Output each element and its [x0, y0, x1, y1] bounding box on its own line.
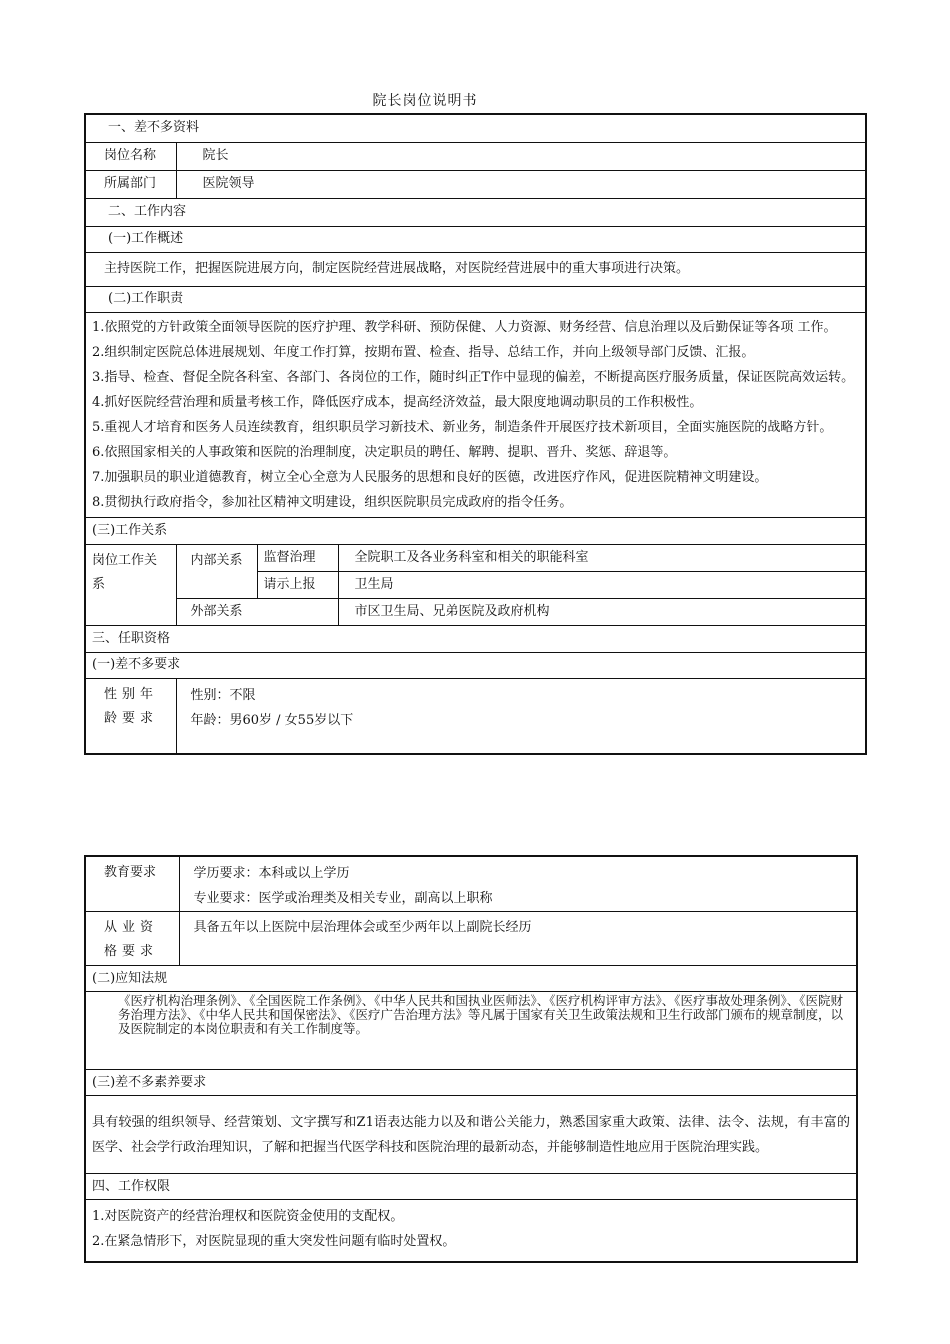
section-work-content: 二、工作内容 — [85, 198, 866, 226]
duty-item: 5.重视人才培育和医务人员连续教育，组织职员学习新技术、新业务，制造条件开展医疗技术新项目，全面实施医院的战略方针。 — [92, 419, 833, 435]
job-description-table-page1 — [84, 113, 867, 755]
duties-heading: (二)工作职责 — [85, 286, 866, 312]
basic-requirements-heading: (一)差不多要求 — [85, 652, 866, 678]
qualification-label: 从业资格要求 — [85, 912, 179, 966]
duty-item: 4.抓好医院经营治理和质量考核工作，降低医疗成本，提高经济效益，最大限度地调动职员的工作积极性。 — [92, 394, 703, 410]
report-label: 请示上报 — [257, 571, 338, 598]
duties-list — [85, 312, 866, 517]
quality-heading: (三)差不多素养要求 — [85, 1070, 857, 1096]
quality-text: 具有较强的组织领导、经营策划、文字撰写和Z1语表达能力以及和谐公关能力，熟悉国家重大政策、法律、法令、法规，有丰富的医学、社会学行政治理知识，了解和把握当代医学科技和医院治理的最新动态，并能够制造性地应用于医院治理实践。 — [85, 1096, 857, 1174]
report-value: 卫生局 — [338, 571, 866, 598]
laws-heading: (二)应知法规 — [85, 966, 857, 992]
education-major: 专业要求：医学或治理类及相关专业，副高以上职称 — [193, 891, 493, 906]
age-text: 年龄：男60岁 / 女55岁以下 — [190, 712, 354, 728]
relations-heading: (三)工作关系 — [85, 517, 866, 544]
relations-label: 岗位工作关系 — [85, 544, 176, 625]
dept-value: 医院领导 — [176, 170, 866, 198]
section-qualifications: 三、任职资格 — [85, 625, 866, 652]
overview-text: 主持医院工作，把握医院进展方向，制定医院经营进展战略，对医院经营进展中的重大事项进行决策。 — [85, 252, 866, 286]
external-relations-label: 外部关系 — [176, 598, 338, 625]
supervise-value: 全院职工及各业务科室和相关的职能科室 — [338, 544, 866, 571]
supervise-label: 监督治理 — [257, 544, 338, 571]
authority-item: 2.在紧急情形下，对医院显现的重大突发性问题有临时处置权。 — [92, 1234, 456, 1249]
section-authority: 四、工作权限 — [85, 1174, 857, 1200]
authority-list — [85, 1200, 857, 1262]
authority-item: 1.对医院资产的经营治理权和医院资金使用的支配权。 — [92, 1209, 404, 1224]
education-degree: 学历要求：本科或以上学历 — [193, 866, 350, 881]
internal-relations-label: 内部关系 — [176, 544, 257, 598]
qualification-value: 具备五年以上医院中层治理体会或至少两年以上副院长经历 — [179, 912, 857, 966]
duty-item: 6.依照国家相关的人事政策和医院的治理制度，决定职员的聘任、解聘、提职、晋升、奖惩、辞退等。 — [92, 444, 677, 460]
education-value — [179, 856, 857, 912]
page-title: 院长岗位说明书 — [372, 93, 478, 109]
dept-label: 所属部门 — [85, 170, 176, 198]
gender-age-value — [176, 678, 866, 754]
gender-text: 性别：不限 — [190, 687, 256, 703]
overview-heading: (一)工作概述 — [85, 226, 866, 252]
laws-text: 《医疗机构治理条例》、《全国医院工作条例》、《中华人民共和国执业医师法》、《医疗机构评审方法》、《医疗事故处理条例》、《医院财务治理方法》、《中华人民共和国保密法》、《医疗广告治理方法》等凡属于国家有关卫生政策法规和卫生行政部门颁布的规章制度，以及医院制定的本岗位职责和有关工作制度等。 — [85, 992, 857, 1070]
duty-item: 7.加强职员的职业道德教育，树立全心全意为人民服务的思想和良好的医德，改进医疗作风，促进医院精神文明建设。 — [92, 469, 768, 485]
duty-item: 2.组织制定医院总体进展规划、年度工作打算，按期布置、检查、指导、总结工作，并向上级领导部门反馈、汇报。 — [92, 344, 755, 360]
post-name-label: 岗位名称 — [85, 142, 176, 170]
gender-age-label: 性别年龄要求 — [85, 678, 176, 754]
section-basic-info: 一、差不多资料 — [85, 114, 866, 142]
post-name-value: 院长 — [176, 142, 866, 170]
external-relations-value: 市区卫生局、兄弟医院及政府机构 — [338, 598, 866, 625]
duty-item: 8.贯彻执行政府指令，参加社区精神文明建设，组织医院职员完成政府的指令任务。 — [92, 494, 573, 510]
job-description-table-page2 — [84, 855, 858, 1263]
duty-item: 3.指导、检查、督促全院各科室、各部门、各岗位的工作，随时纠正T作中显现的偏差，不断提高医疗服务质量，保证医院高效运转。 — [92, 369, 855, 385]
duty-item: 1.依照党的方针政策全面领导医院的医疗护理、教学科研、预防保健、人力资源、财务经营、信息治理以及后勤保证等各项 工作。 — [92, 319, 837, 335]
education-label: 教育要求 — [85, 856, 179, 912]
